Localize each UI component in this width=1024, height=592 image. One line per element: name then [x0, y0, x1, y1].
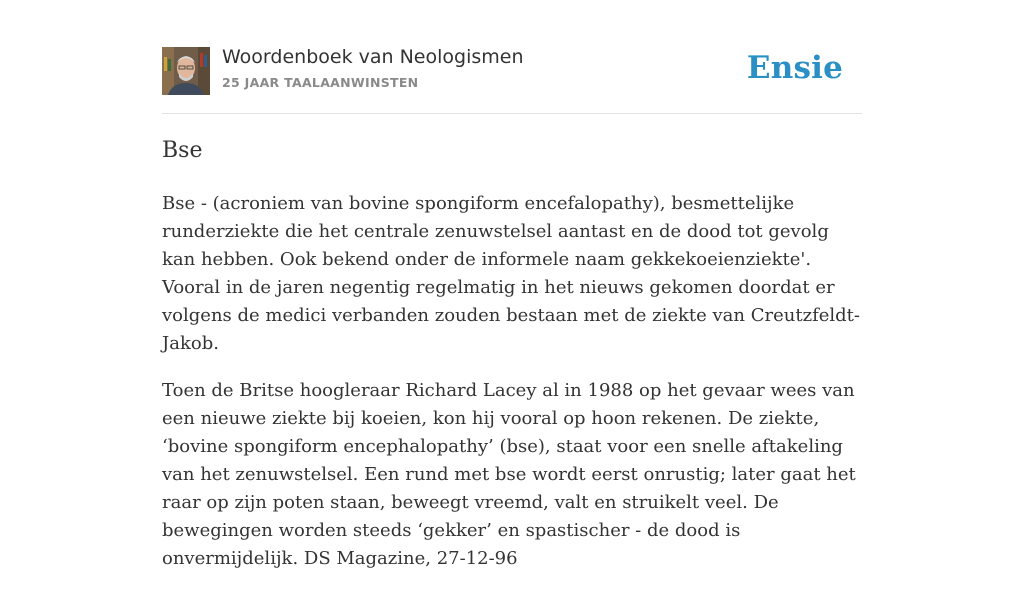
author-portrait-icon — [162, 47, 210, 95]
entry-body — [162, 190, 862, 592]
source-subtitle: 25 JAAR TAALAANWINSTEN — [222, 75, 419, 90]
source-header — [162, 0, 862, 114]
brand-logo[interactable]: Ensie — [746, 50, 843, 86]
source-title[interactable]: Woordenboek van Neologismen — [222, 46, 524, 68]
entry-paragraph: Toen de Britse hoogleraar Richard Lacey al in 1988 op het gevaar wees van een nieuwe ziekte bij koeien, kon hij vooral op hoon rekenen. De ziekte, ‘bovine spongiform encephalopathy’ (bse), staat voor een snelle aftakeling van het zenuwstelsel. Een rund met bse wordt eerst onrustig; later gaat het raar op zijn poten staan, beweegt vreemd, valt en struikelt veel. De bewegingen worden steeds ‘gekker’ en spastischer - de dood is onvermijdelijk. DS Magazine, 27-12-96 — [162, 380, 856, 569]
entry-title: Bse — [162, 138, 203, 163]
content-container — [162, 0, 862, 569]
entry-paragraph: Bse - (acroniem van bovine spongiform encefalopathy), besmettelijke runderziekte die het centrale zenuwstelsel aantast en de dood tot gevolg kan hebben. Ook bekend onder de informele naam gekkekoeienziekte'. Vooral in de jaren negentig regelmatig in het nieuws gekomen doordat er volgens de medici verbanden zouden bestaan met de ziekte van Creutzfeldt-Jakob. — [162, 193, 860, 354]
author-avatar[interactable] — [162, 47, 210, 95]
